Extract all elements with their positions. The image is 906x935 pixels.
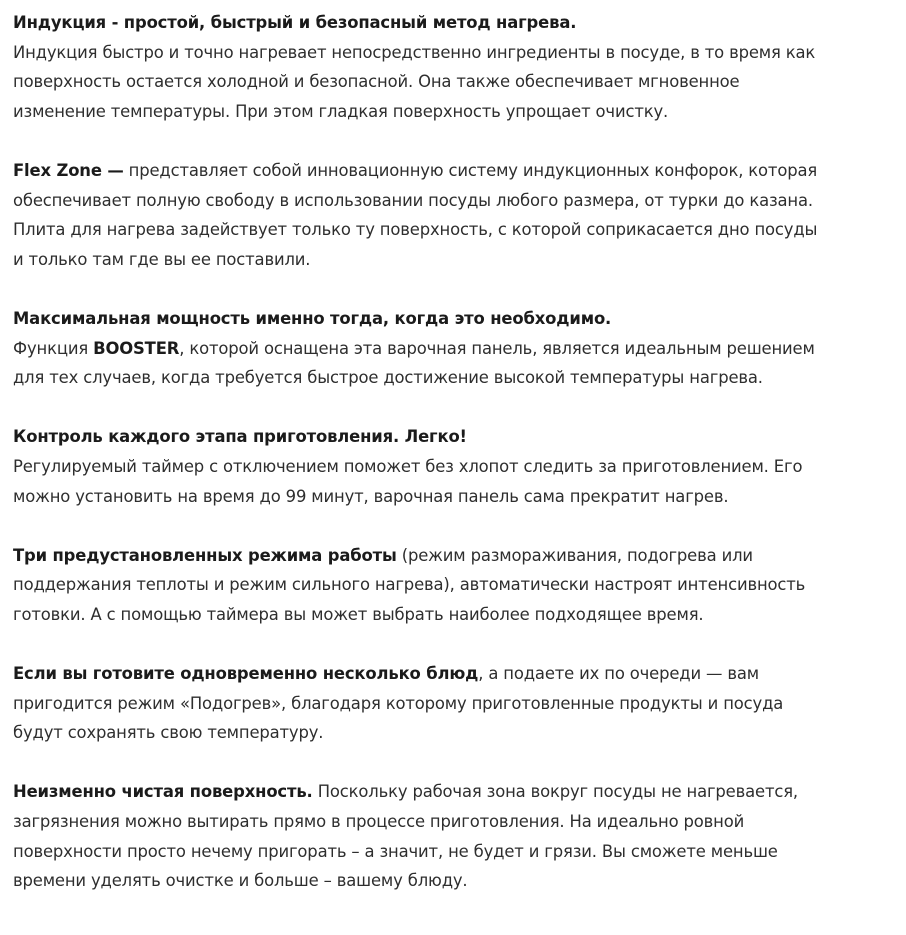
booster-term: BOOSTER [93,338,180,358]
product-description [13,8,903,925]
paragraph-line: загрязнения можно вытирать прямо в процессе приготовления. На идеально ровной [13,812,745,832]
paragraph-line [13,334,903,364]
paragraph-line [13,156,903,186]
bold-lead: Неизменно чистая поверхность. [13,782,313,802]
paragraph-line: Индукция быстро и точно нагревает непосредственно ингредиенты в посуде, в то время как [13,42,816,62]
paragraph-line: Плита для нагрева задействует только ту поверхность, с которой соприкасается дно посуды [13,220,818,240]
section-timer [13,422,903,511]
paragraph-line: изменение температуры. При этом гладкая поверхность упрощает очистку. [13,101,669,121]
bold-lead: Flex Zone — [13,160,124,180]
paragraph-line: поддержания теплоты и режим сильного нагрева), автоматически настроят интенсивность [13,575,806,595]
section-keep-warm [13,659,903,748]
paragraph-line: Регулируемый таймер с отключением поможет без хлопот следить за приготовлением. Его [13,456,803,476]
paragraph-line [13,541,903,571]
section-heading: Максимальная мощность именно тогда, когда это необходимо. [13,308,612,328]
paragraph-line: можно установить на время до 99 минут, варочная панель сама прекратит нагрев. [13,486,729,506]
section-induction [13,8,903,126]
paragraph-line: готовки. А с помощью таймера вы может выбрать наиболее подходящее время. [13,604,704,624]
paragraph-line: обеспечивает полную свободу в использовании посуды любого размера, от турки до казана. [13,190,813,210]
lead-rest: представляет собой инновационную систему индукционных конфорок, которая [123,160,818,180]
paragraph-line: поверхности просто нечему пригорать – а значит, не будет и грязи. Вы сможете меньше [13,841,778,861]
lead-rest: (режим размораживания, подогрева или [396,545,753,565]
paragraph-line: будут сохранять свою температуру. [13,723,324,743]
paragraph-line: поверхность остается холодной и безопасной. Она также обеспечивает мгновенное [13,72,740,92]
section-flex-zone [13,156,903,274]
paragraph-line: пригодится режим «Подогрев», благодаря которому приготовленные продукты и посуда [13,693,784,713]
section-booster [13,304,903,393]
section-clean-surface [13,777,903,895]
bold-lead: Три предустановленных режима работы [13,545,397,565]
paragraph-line: времени уделять очистке и больше – вашему блюду. [13,871,468,891]
lead-rest: Поскольку рабочая зона вокруг посуды не нагревается, [312,782,798,802]
text-post: , которой оснащена эта варочная панель, является идеальным решением [179,338,815,358]
section-heading: Контроль каждого этапа приготовления. Легко! [13,427,467,447]
paragraph-line: для тех случаев, когда требуется быстрое достижение высокой температуры нагрева. [13,368,763,388]
bold-lead: Если вы готовите одновременно несколько блюд [13,664,479,684]
paragraph-line [13,777,903,807]
text-pre: Функция [13,338,94,358]
lead-rest: , а подаете их по очереди — вам [478,664,759,684]
section-heading: Индукция - простой, быстрый и безопасный метод нагрева. [13,13,577,32]
paragraph-line [13,659,903,689]
paragraph-line: и только там где вы ее поставили. [13,249,311,269]
section-modes [13,541,903,630]
